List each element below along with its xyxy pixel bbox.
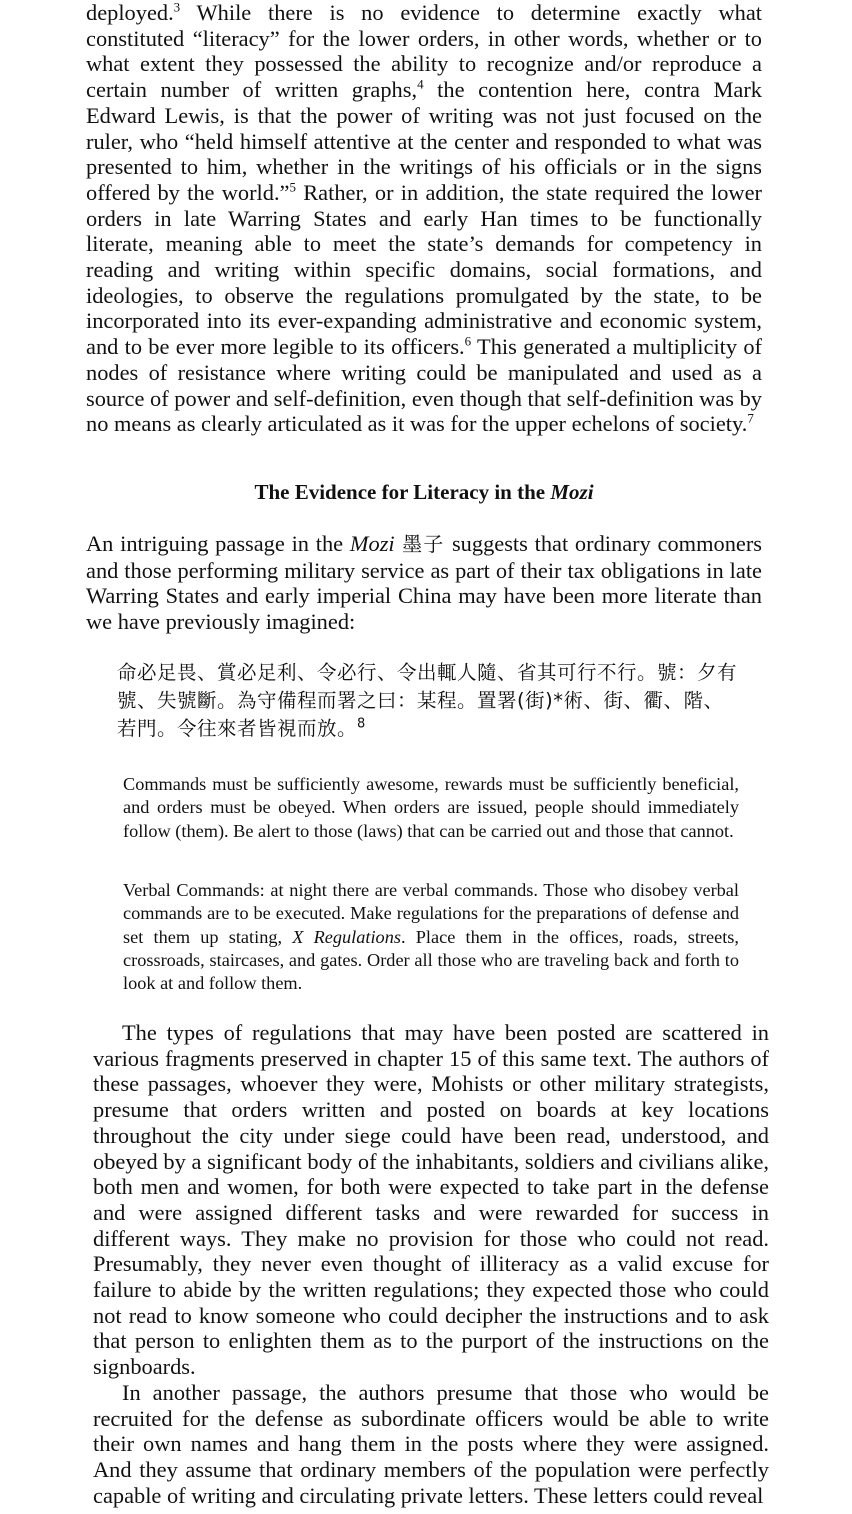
heading-text: The Evidence for Literacy in the	[254, 480, 551, 504]
paragraph-text: The types of regulations that may have been posted are scattered in various fragments preserved in chapter 15 of this same text. The authors of these passages, whoever they were, Mohists or other military strategists, presume that orders written and posted on boards at key locations throughout the city under siege could have been read, understood, and obeyed by a significant body of the inhabitants, soldiers and civilians alike, both men and women, for both were expected to take part in the defense and were assigned different tasks and were rewarded for success in different ways. They make no provision for those who could not read. Presumably, they never even thought of illiteracy as a valid excuse for failure to abide by the written regulations; they expected those who could not read to know someone who could decipher the instructions and to ask that person to enlighten them as to the purport of the instructions on the signboards.	[93, 1020, 769, 1380]
translation-text: . Place them in the offices, roads, streets, crossroads, staircases, and gates. Order all those who are traveling back and forth to look at and follow them.	[123, 926, 739, 994]
footnote-ref: 4	[417, 76, 424, 92]
translation-block-1	[123, 773, 739, 843]
paragraph-another-passage	[93, 1380, 769, 1509]
chinese-quote-text: 命必足畏、賞必足利、令必行、令出輒人隨、省其可行不行。號：夕有號、失號斷。為守備程而署之曰：某程。置署(街)*術、街、衢、階、若門。令往來者皆視而放。	[117, 661, 738, 740]
footnote-ref: 6	[464, 333, 472, 349]
chinese-title: 墨子	[394, 532, 452, 556]
footnote-ref: 5	[289, 179, 296, 195]
paragraph-text: An intriguing passage in the	[86, 531, 350, 556]
translation-text: Verbal Commands: at night there are verbal commands. Those who disobey verbal commands are to be executed. Make regulations for the preparations of defense and set them up stating,	[123, 880, 739, 947]
paragraph-intro	[86, 0, 762, 437]
translation-text: Commands must be sufficiently awesome, rewards must be sufficiently beneficial, and orders must be obeyed. When orders are issued, people should immediately follow (them). Be alert to those (laws) that can be carried out and those that cannot.	[123, 774, 739, 841]
book-title: Mozi	[349, 531, 395, 556]
paragraph-regulations	[93, 1020, 769, 1380]
section-heading	[86, 479, 762, 505]
chinese-quote	[117, 659, 739, 743]
paragraph-text: In another passage, the authors presume that those who would be recruited for the defense as subordinate officers would be able to write their own names and hang them in the posts where they were assigned. And they assume that ordinary members of the population were perfectly capable of writing and circulating private letters. These letters could reveal	[93, 1380, 769, 1508]
heading-italic: Mozi	[550, 480, 594, 504]
paragraph-text: deployed.	[86, 0, 174, 25]
paragraph-mozi-intro	[86, 531, 762, 635]
paragraph-text: suggests that ordinary commoners and those performing military service as part of their tax obligations in late Warring States and early imperial China may have been more literate than we have previously imagined:	[86, 531, 762, 635]
translation-block-2	[123, 879, 739, 995]
footnote-ref: 3	[173, 0, 181, 15]
footnote-ref: 7	[747, 410, 754, 426]
paragraph-text: the contention here, contra Mark Edward Lewis, is that the power of writing was not just focused on the ruler, who “held himself attentive at the center and responded to what was presented to him, whether in the writings of his officials or in the signs offered by the world.”	[86, 77, 762, 205]
paragraph-text: This generated a multiplicity of nodes of resistance where writing could be manipulated and used as a source of power and self-definition, even though that self-definition was by no means as clearly articulated as it was for the upper echelons of society.	[86, 334, 763, 437]
paragraph-text: While there is no evidence to determine exactly what constituted “literacy” for the lower orders, in other words, whether or to what extent they possessed the ability to recognize and/or reproduce a certain number of written graphs,	[86, 0, 762, 103]
footnote-ref: 8	[357, 716, 366, 732]
paragraph-text: Rather, or in addition, the state required the lower orders in late Warring States and early Han times to be functionally literate, meaning able to meet the state’s demands for competency in reading and writing within specific domains, social formations, and ideologies, to observe the regulations promulgated by the state, to be incorporated into its ever-expanding administrative and economic system, and to be ever more legible to its officers.	[86, 179, 762, 360]
translation-italic: X Regulations	[292, 926, 401, 947]
